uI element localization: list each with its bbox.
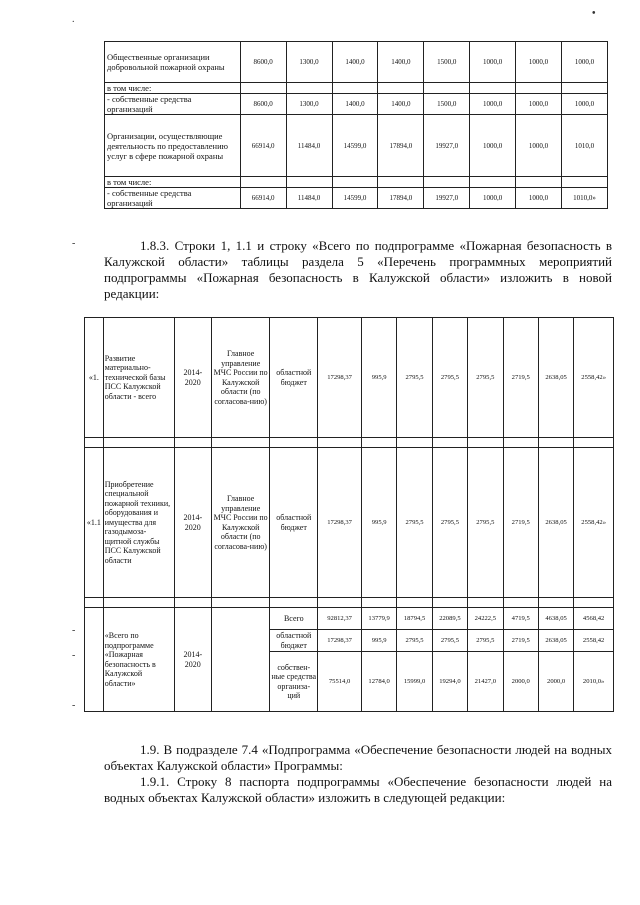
measure-name: Развитие материально-технической базы ПСС Калужской области - всего	[103, 318, 174, 438]
value-cell: 2795,5	[397, 318, 432, 438]
value-cell: 1400,0	[332, 94, 378, 115]
value-cell: 13779,9	[361, 608, 396, 630]
program-measures-table	[84, 317, 614, 712]
row-number: «1.1	[85, 448, 104, 598]
scan-speck: -	[72, 625, 76, 636]
row-label: Организации, осуществляющие деятельность по предоставлению услуг в сфере пожарной охраны	[105, 115, 241, 177]
executor-cell: Главное управление МЧС России по Калужской области (по согласова-нию)	[212, 318, 270, 438]
source-cell: собствен-ные средства организа-ций	[270, 652, 318, 712]
value-cell: 1000,0	[470, 42, 516, 83]
table-row	[105, 42, 608, 83]
value-cell: 1500,0	[424, 42, 470, 83]
value-cell: 22089,5	[432, 608, 467, 630]
value-cell: 2795,5	[397, 630, 432, 652]
value-cell: 1010,0»	[562, 188, 608, 209]
value-cell: 1000,0	[516, 42, 562, 83]
scan-speck: •	[592, 8, 596, 19]
value-cell: 2558,42»	[574, 448, 614, 598]
value-cell: 1000,0	[516, 115, 562, 177]
executor-cell: Главное управление МЧС России по Калужской области (по согласова-нию)	[212, 448, 270, 598]
row-label: в том числе:	[105, 83, 241, 94]
table-row	[105, 83, 608, 94]
table-row	[105, 188, 608, 209]
value-cell: 15999,0	[397, 652, 432, 712]
value-cell: 1400,0	[332, 42, 378, 83]
value-cell: 17894,0	[378, 115, 424, 177]
value-cell: 17298,37	[318, 448, 362, 598]
period-cell: 2014-2020	[174, 318, 211, 438]
value-cell: 66914,0	[240, 188, 286, 209]
value-cell: 1300,0	[286, 42, 332, 83]
value-cell: 2000,0	[503, 652, 538, 712]
spacer-row	[85, 438, 614, 448]
value-cell: 21427,0	[468, 652, 503, 712]
value-cell: 2000,0	[538, 652, 573, 712]
value-cell: 18794,5	[397, 608, 432, 630]
table-row	[85, 608, 614, 630]
value-cell: 1000,0	[562, 94, 608, 115]
scan-speck: -	[72, 238, 76, 249]
source-cell: Всего	[270, 608, 318, 630]
value-cell: 1000,0	[516, 94, 562, 115]
value-cell: 19294,0	[432, 652, 467, 712]
table-row	[85, 318, 614, 438]
row-label: Общественные организации добровольной пожарной охраны	[105, 42, 241, 83]
value-cell: 2010,0»	[574, 652, 614, 712]
paragraph-1-8-3: 1.8.3. Строки 1, 1.1 и строку «Всего по подпрограмме «Пожарная безопасность в Калужской области» таблицы раздела 5 «Перечень программных мероприятий подпрограммы «Пожарная безопасность в Калужской области» изложить в новой редакции:	[104, 238, 612, 301]
source-cell: областной бюджет	[270, 318, 318, 438]
value-cell: 17298,37	[318, 630, 362, 652]
table-row	[105, 115, 608, 177]
value-cell: 92812,37	[318, 608, 362, 630]
value-cell: 4568,42	[574, 608, 614, 630]
row-label: - собственные средства организаций	[105, 188, 241, 209]
value-cell: 66914,0	[240, 115, 286, 177]
value-cell: 2558,42»	[574, 318, 614, 438]
value-cell: 1400,0	[378, 42, 424, 83]
value-cell: 1300,0	[286, 94, 332, 115]
scan-speck: -	[72, 700, 76, 711]
value-cell: 1010,0	[562, 115, 608, 177]
table-row	[85, 448, 614, 598]
value-cell: 1000,0	[470, 115, 516, 177]
value-cell: 24222,5	[468, 608, 503, 630]
value-cell: 2795,5	[468, 318, 503, 438]
period-cell: 2014-2020	[174, 608, 211, 712]
value-cell: 75514,0	[318, 652, 362, 712]
value-cell: 2795,5	[468, 630, 503, 652]
value-cell: 14599,0	[332, 188, 378, 209]
value-cell: 995,9	[361, 630, 396, 652]
value-cell: 2719,5	[503, 318, 538, 438]
spacer-row	[85, 598, 614, 608]
value-cell: 1500,0	[424, 94, 470, 115]
source-cell: областной бюджет	[270, 630, 318, 652]
value-cell: 14599,0	[332, 115, 378, 177]
row-label: в том числе:	[105, 177, 241, 188]
value-cell: 1000,0	[562, 42, 608, 83]
value-cell: 2795,5	[432, 318, 467, 438]
value-cell: 1000,0	[516, 188, 562, 209]
paragraph-1-9: 1.9. В подразделе 7.4 «Подпрограмма «Обеспечение безопасности людей на водных объектах Калужской области» Программы:	[104, 742, 612, 773]
table-row	[105, 94, 608, 115]
row-label: - собственные средства организаций	[105, 94, 241, 115]
value-cell: 2795,5	[397, 448, 432, 598]
value-cell: 19927,0	[424, 115, 470, 177]
value-cell: 2638,05	[538, 318, 573, 438]
period-cell: 2014-2020	[174, 448, 211, 598]
value-cell: 1000,0	[470, 94, 516, 115]
value-cell: 4638,05	[538, 608, 573, 630]
funding-table-continuation	[104, 41, 608, 209]
value-cell: 17298,37	[318, 318, 362, 438]
value-cell: 2795,5	[432, 448, 467, 598]
source-cell: областной бюджет	[270, 448, 318, 598]
value-cell: 995,9	[361, 318, 396, 438]
value-cell: 2638,05	[538, 630, 573, 652]
value-cell: 2719,5	[503, 630, 538, 652]
paragraph-1-9-1: 1.9.1. Строку 8 паспорта подпрограммы «Обеспечение безопасности людей на водных объектах Калужской области» изложить в следующей редакции:	[104, 774, 612, 805]
scan-speck: -	[72, 650, 76, 661]
value-cell: 2795,5	[432, 630, 467, 652]
value-cell: 1400,0	[378, 94, 424, 115]
value-cell: 4719,5	[503, 608, 538, 630]
value-cell: 2558,42	[574, 630, 614, 652]
value-cell: 11484,0	[286, 115, 332, 177]
value-cell: 17894,0	[378, 188, 424, 209]
value-cell: 8600,0	[240, 94, 286, 115]
value-cell: 12784,0	[361, 652, 396, 712]
value-cell: 995,9	[361, 448, 396, 598]
measure-name: «Всего по подпрограмме «Пожарная безопасность в Калужской области»	[103, 608, 174, 712]
measure-name: Приобретение специальной пожарной техники, оборудования и имущества для газодымоза-щитной службы ПСС Калужской области	[103, 448, 174, 598]
value-cell: 19927,0	[424, 188, 470, 209]
value-cell: 2719,5	[503, 448, 538, 598]
value-cell: 2795,5	[468, 448, 503, 598]
value-cell: 8600,0	[240, 42, 286, 83]
value-cell: 2638,05	[538, 448, 573, 598]
scan-speck: .	[72, 14, 75, 25]
table-row	[105, 177, 608, 188]
value-cell: 11484,0	[286, 188, 332, 209]
row-number: «1.	[85, 318, 104, 438]
value-cell: 1000,0	[470, 188, 516, 209]
